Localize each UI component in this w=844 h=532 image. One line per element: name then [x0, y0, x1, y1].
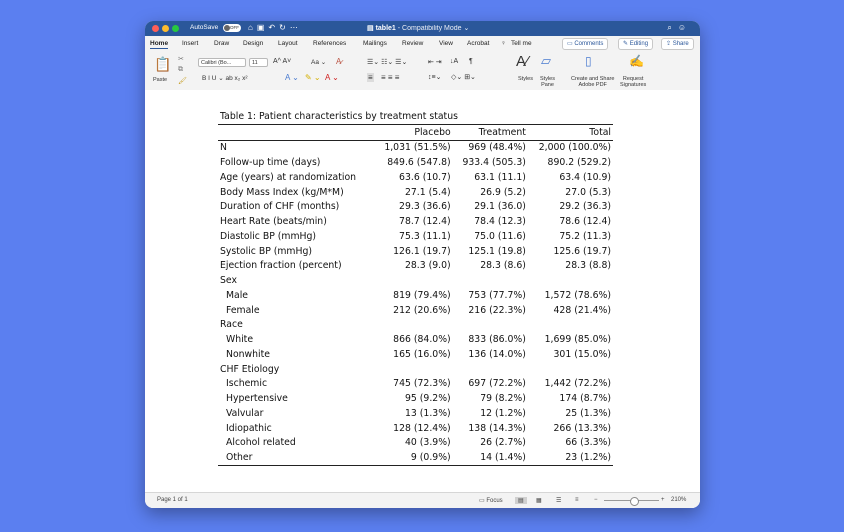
paste-label[interactable]: Paste — [153, 77, 168, 83]
row-label: Diastolic BP (mmHg) — [220, 230, 317, 242]
treatment-cell — [453, 362, 528, 377]
total-cell: 29.2 (36.3) — [559, 201, 611, 213]
table-row — [218, 155, 613, 170]
table-row — [218, 362, 613, 377]
table-row — [218, 140, 613, 155]
row-label: Systolic BP (mmHg) — [220, 245, 313, 257]
placebo-cell: 95 (9.2%) — [405, 393, 451, 405]
zoom-level[interactable]: 210% — [671, 497, 687, 503]
comments-label: Comments — [574, 41, 604, 47]
row-label: Follow-up time (days) — [220, 157, 321, 169]
print-layout-icon[interactable]: ▤ — [515, 497, 527, 504]
table-row — [218, 347, 613, 362]
tab-design[interactable]: Design — [243, 40, 264, 47]
placebo-cell: 128 (12.4%) — [393, 422, 451, 434]
ribbon-tabs — [145, 36, 700, 51]
placebo-cell — [374, 362, 452, 377]
home-icon[interactable]: ⌂ — [248, 23, 257, 32]
table-caption: Table 1: Patient characteristics by treatment status — [220, 110, 458, 122]
document-page[interactable] — [145, 90, 700, 493]
create-share-pdf-label[interactable]: Create and Share Adobe PDF — [571, 76, 615, 88]
font-name-select[interactable]: Calibri (Bo... — [198, 58, 246, 67]
table-row — [218, 391, 613, 406]
redo-icon[interactable]: ↻ — [279, 23, 290, 32]
tab-draw[interactable]: Draw — [214, 40, 230, 47]
save-icon[interactable]: ▣ — [256, 23, 269, 32]
treatment-cell — [453, 273, 528, 288]
align-left-icon[interactable]: ≡ — [368, 73, 373, 82]
tab-view[interactable]: View — [439, 40, 453, 47]
document-name: table1 — [375, 25, 396, 32]
paste-icon[interactable]: 📋 — [154, 56, 172, 72]
clear-format-icon[interactable]: A̷ — [336, 57, 342, 66]
row-label: Nonwhite — [226, 348, 270, 360]
header-total: Total — [528, 124, 613, 140]
focus-icon: ▭ — [479, 498, 487, 504]
search-icon[interactable]: ⌕ — [667, 23, 678, 32]
editing-button[interactable] — [618, 38, 653, 50]
pilcrow-icon[interactable]: ¶ — [469, 58, 473, 65]
highlight-icon[interactable]: ✎ ⌄ — [305, 73, 321, 82]
placebo-cell: 75.3 (11.1) — [399, 230, 451, 242]
focus-label: Focus — [486, 498, 503, 504]
total-cell: 1,442 (72.2%) — [544, 378, 611, 390]
treatment-cell: 697 (72.2%) — [468, 378, 526, 390]
autosave-toggle[interactable]: OFF — [223, 24, 241, 32]
table-row — [218, 170, 613, 185]
total-cell: 75.2 (11.3) — [559, 230, 611, 242]
tab-acrobat[interactable]: Acrobat — [467, 40, 490, 47]
placebo-cell: 165 (16.0%) — [393, 348, 451, 360]
placebo-cell: 28.3 (9.0) — [404, 260, 451, 272]
copy-icon[interactable]: ⧉ — [178, 66, 183, 73]
treatment-cell: 14 (1.4%) — [453, 450, 528, 465]
placebo-cell: 40 (3.9%) — [405, 437, 451, 449]
share-label: Share — [672, 41, 689, 47]
row-label: CHF Etiology — [220, 363, 280, 375]
pencil-icon: ✎ — [623, 41, 630, 47]
treatment-cell: 29.1 (36.0) — [474, 201, 526, 213]
table-row — [218, 303, 613, 318]
cut-icon[interactable]: ✂ — [178, 56, 184, 63]
lightbulb-icon: ♀ — [501, 40, 506, 47]
bullets-icon[interactable]: ☰⌄ ☷⌄ ☰⌄ — [367, 59, 408, 66]
sort-icon[interactable]: ↓A — [450, 58, 459, 65]
total-cell — [528, 273, 613, 288]
line-spacing-icon[interactable]: ↕≡⌄ — [428, 74, 442, 81]
indent-icon[interactable]: ⇤ ⇥ — [428, 59, 442, 66]
total-cell: 174 (8.7%) — [559, 393, 611, 405]
total-cell: 2,000 (100.0%) — [538, 142, 611, 154]
comments-button[interactable] — [562, 38, 608, 50]
tab-layout[interactable]: Layout — [278, 40, 298, 47]
treatment-cell: 136 (14.0%) — [468, 348, 526, 360]
tab-references[interactable]: References — [313, 40, 347, 47]
ribbon-home — [145, 51, 700, 91]
total-cell: 27.0 (5.3) — [565, 186, 611, 198]
title-chevron-icon[interactable]: ⌄ — [463, 25, 470, 32]
account-icon[interactable]: ☺ — [677, 23, 692, 32]
row-label: Age (years) at randomization — [220, 171, 357, 183]
placebo-cell: 745 (72.3%) — [393, 378, 451, 390]
styles-pane-label[interactable]: Styles Pane — [540, 76, 555, 88]
focus-button[interactable] — [479, 497, 503, 504]
treatment-cell: 933.4 (505.3) — [462, 157, 526, 169]
row-label: Ischemic — [226, 378, 268, 390]
placebo-cell: 866 (84.0%) — [393, 334, 451, 346]
total-cell: 301 (15.0%) — [553, 348, 611, 360]
placebo-cell: 78.7 (12.4) — [399, 216, 451, 228]
treatment-cell: 63.1 (11.1) — [474, 171, 526, 183]
align-center-icon[interactable]: ≡ ≡ ≡ — [381, 73, 400, 82]
placebo-cell: 9 (0.9%) — [374, 450, 452, 465]
share-button[interactable] — [661, 38, 694, 50]
draft-icon[interactable]: ≡ — [575, 497, 579, 503]
share-icon: ⇪ — [666, 41, 673, 47]
header-placebo: Placebo — [374, 124, 452, 140]
format-buttons[interactable]: B I U ⌄ ab x₂ x² — [202, 75, 248, 82]
row-label: Male — [226, 289, 249, 301]
document-icon: ▤ — [367, 25, 374, 32]
placebo-cell — [374, 273, 452, 288]
close-window-button[interactable] — [152, 25, 159, 32]
row-label: Race — [220, 319, 243, 331]
title-bar — [145, 21, 700, 36]
more-icon[interactable]: ⋯ — [289, 23, 302, 32]
table-row — [218, 185, 613, 200]
treatment-cell: 28.3 (8.6) — [480, 260, 526, 272]
table-row — [218, 229, 613, 244]
table-row — [218, 436, 613, 451]
placebo-cell — [374, 318, 452, 333]
treatment-cell: 833 (86.0%) — [468, 334, 526, 346]
total-cell — [528, 362, 613, 377]
treatment-cell: 969 (48.4%) — [468, 142, 526, 154]
table-header-row — [218, 124, 613, 140]
treatment-cell: 12 (1.2%) — [480, 407, 526, 419]
table-row — [218, 288, 613, 303]
placebo-cell: 29.3 (36.6) — [399, 201, 451, 213]
page-count: Page 1 of 1 — [157, 497, 188, 503]
word-window — [145, 21, 700, 508]
total-cell: 66 (3.3%) — [565, 437, 611, 449]
treatment-cell: 125.1 (19.8) — [468, 245, 526, 257]
treatment-cell: 26.9 (5.2) — [480, 186, 526, 198]
request-signatures-label[interactable]: Request Signatures — [620, 76, 647, 88]
change-case-icon[interactable]: Aa ⌄ — [311, 59, 327, 66]
tab-mailings[interactable]: Mailings — [363, 40, 387, 47]
outline-icon[interactable]: ☰ — [556, 498, 562, 504]
total-cell: 890.2 (529.2) — [547, 157, 611, 169]
table-row — [218, 421, 613, 436]
row-label: Idiopathic — [226, 422, 272, 434]
row-label: Other — [218, 450, 374, 465]
row-label: N — [220, 142, 227, 154]
total-cell: 1,699 (85.0%) — [544, 334, 611, 346]
row-label: White — [226, 334, 254, 346]
tab-home[interactable]: Home — [150, 40, 169, 47]
placebo-cell: 819 (79.4%) — [393, 289, 451, 301]
row-label: Valvular — [226, 407, 264, 419]
row-label: Body Mass Index (kg/M*M) — [220, 186, 344, 198]
header-cell — [218, 124, 374, 140]
row-label: Female — [226, 304, 260, 316]
web-layout-icon[interactable]: ▦ — [536, 498, 542, 504]
shading-icon[interactable]: ◇⌄ ⊞⌄ — [451, 74, 476, 81]
request-signatures-icon[interactable]: ✍ — [629, 54, 644, 68]
grow-font-icon[interactable]: A^ A˅ — [273, 58, 292, 65]
format-painter-icon[interactable]: 🖌 — [178, 78, 187, 85]
zoom-in-icon[interactable]: + — [661, 497, 665, 503]
undo-icon[interactable]: ↶ — [268, 23, 280, 32]
autosave-label: AutoSave — [190, 24, 219, 31]
table-row — [218, 259, 613, 274]
row-label: Sex — [220, 275, 237, 287]
zoom-slider-knob[interactable] — [630, 497, 639, 506]
status-bar — [145, 492, 700, 508]
table-row — [218, 214, 613, 229]
treatment-cell: 753 (77.7%) — [468, 289, 526, 301]
total-cell: 266 (13.3%) — [553, 422, 611, 434]
total-cell: 25 (1.3%) — [565, 407, 611, 419]
font-color-icon[interactable]: A ⌄ — [325, 73, 339, 82]
document-title — [367, 24, 469, 32]
editing-label: Editing — [629, 41, 649, 47]
header-treatment: Treatment — [453, 124, 528, 140]
table-row — [218, 200, 613, 215]
total-cell: 125.6 (19.7) — [553, 245, 611, 257]
treatment-cell: 78.4 (12.3) — [474, 216, 526, 228]
quick-access-toolbar — [248, 23, 302, 32]
table-row — [218, 244, 613, 259]
styles-pane-icon[interactable]: ▱ — [541, 53, 551, 68]
styles-icon[interactable]: A⁄ — [516, 53, 529, 70]
placebo-cell: 13 (1.3%) — [405, 407, 451, 419]
total-cell — [528, 318, 613, 333]
text-effects-icon[interactable]: A ⌄ — [285, 73, 299, 82]
table-row — [218, 273, 613, 288]
adobe-pdf-icon[interactable]: ▯ — [585, 54, 592, 68]
tab-insert[interactable]: Insert — [182, 40, 199, 47]
row-label: Hypertensive — [226, 393, 288, 405]
table-row — [218, 406, 613, 421]
placebo-cell: 212 (20.6%) — [393, 304, 451, 316]
row-label: Alcohol related — [226, 437, 296, 449]
placebo-cell: 27.1 (5.4) — [404, 186, 451, 198]
total-cell: 428 (21.4%) — [553, 304, 611, 316]
table-row — [218, 450, 613, 465]
treatment-cell: 26 (2.7%) — [480, 437, 526, 449]
treatment-cell: 75.0 (11.6) — [474, 230, 526, 242]
row-label: Ejection fraction (percent) — [220, 260, 342, 272]
zoom-window-button[interactable] — [172, 25, 179, 32]
total-cell: 23 (1.2%) — [528, 450, 613, 465]
treatment-cell: 216 (22.3%) — [468, 304, 526, 316]
font-size-select[interactable]: 11 — [249, 58, 268, 67]
placebo-cell: 126.1 (19.7) — [393, 245, 451, 257]
total-cell: 28.3 (8.8) — [565, 260, 611, 272]
tell-me-field[interactable]: Tell me — [511, 40, 532, 47]
treatment-cell: 138 (14.3%) — [468, 422, 526, 434]
document-mode: - Compatibility Mode — [395, 25, 462, 32]
total-cell: 78.6 (12.4) — [559, 216, 611, 228]
patient-characteristics-table — [218, 109, 613, 466]
row-label: Duration of CHF (months) — [220, 201, 340, 213]
zoom-out-icon[interactable]: − — [594, 497, 598, 503]
total-cell: 63.4 (10.9) — [559, 171, 611, 183]
placebo-cell: 1,031 (51.5%) — [384, 142, 451, 154]
styles-label[interactable]: Styles — [518, 76, 533, 82]
table-row — [218, 318, 613, 333]
treatment-cell — [453, 318, 528, 333]
tab-review[interactable]: Review — [402, 40, 424, 47]
total-cell: 1,572 (78.6%) — [544, 289, 611, 301]
minimize-window-button[interactable] — [162, 25, 169, 32]
treatment-cell: 79 (8.2%) — [480, 393, 526, 405]
comment-icon: ▭ — [567, 41, 575, 47]
table-row — [218, 377, 613, 392]
placebo-cell: 849.6 (547.8) — [387, 157, 451, 169]
placebo-cell: 63.6 (10.7) — [399, 171, 451, 183]
table-row — [218, 332, 613, 347]
row-label: Heart Rate (beats/min) — [220, 216, 327, 228]
